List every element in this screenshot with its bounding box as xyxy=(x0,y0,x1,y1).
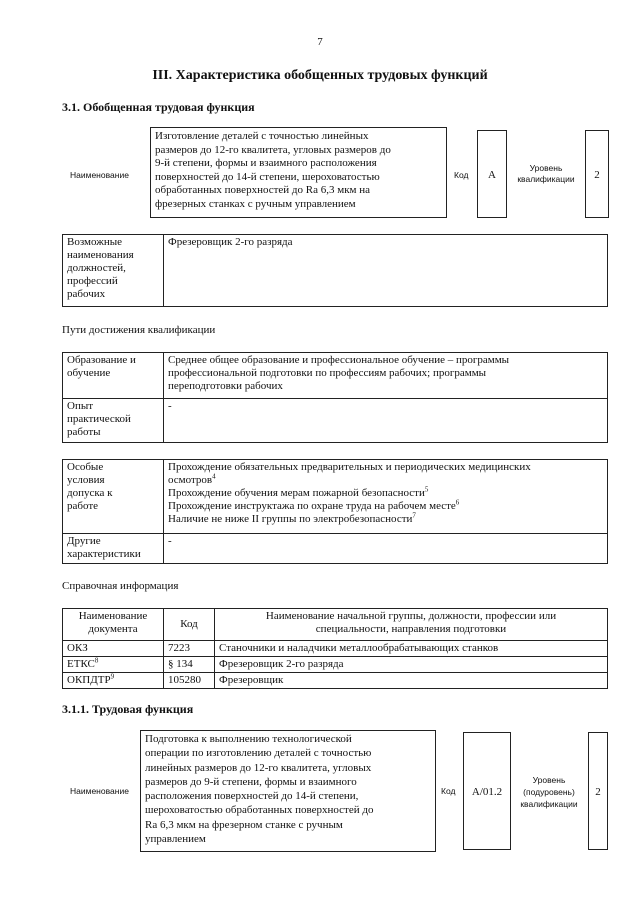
condition-item: Прохождение обязательных предварительных и периодических медицинских xyxy=(168,461,531,473)
experience-label xyxy=(63,399,164,443)
other-label-line: характеристики xyxy=(67,548,141,560)
education-line: Среднее общее образование и профессиональное обучение – программы xyxy=(168,354,510,366)
experience-value: - xyxy=(164,399,608,443)
gtf-level-label-line: Уровень xyxy=(529,163,563,173)
condition-item: Наличие не ниже II группы по электробезопасности$^7$ xyxy=(168,511,416,525)
gtf-level-label xyxy=(511,163,581,185)
tf-name-line: Подготовка к выполнению технологической xyxy=(145,733,352,745)
section-title: III. Характеристика обобщенных трудовых функций xyxy=(152,68,488,83)
positions-label-line: наименования xyxy=(67,249,134,261)
gtf-name-line: 9-й степени, формы и взаимного расположения xyxy=(155,157,377,170)
positions-value: Фрезеровщик 2-го разряда xyxy=(164,235,608,307)
conditions-value xyxy=(164,460,608,534)
positions-label-line: должностей, xyxy=(67,262,126,274)
tf-code-value: A/01.2 xyxy=(463,732,511,850)
gtf-name-line: размеров до 12-го квалитета, угловых размеров до xyxy=(155,143,391,156)
gtf-name-label: Наименование xyxy=(70,170,129,180)
tf-level-value: 2 xyxy=(588,732,608,850)
tf-name-label: Наименование xyxy=(70,786,129,796)
gtf-name-line: поверхностей до 14-й степени, шероховатостью xyxy=(155,170,380,183)
condition-item: Прохождение инструктажа по охране труда на рабочем месте$^6$ xyxy=(168,498,460,512)
tf-name-line: шероховатостью обработанных поверхностей до xyxy=(145,804,374,817)
experience-label-line: практической xyxy=(67,413,131,425)
gtf-code-label: Код xyxy=(454,170,469,180)
conditions-label xyxy=(63,460,164,534)
positions-label-line: рабочих xyxy=(67,288,106,300)
gtf-name-box xyxy=(150,127,447,218)
gtf-level-value: 2 xyxy=(585,130,609,218)
ref-name: Фрезеровщик 2-го разряда xyxy=(215,657,608,673)
tf-name-line: расположения поверхностей до 14-й степени, xyxy=(145,790,359,803)
tf-name-box xyxy=(140,730,436,852)
reference-table xyxy=(62,608,608,689)
education-label xyxy=(63,353,164,399)
ref-code: 7223 xyxy=(164,641,215,657)
gtf-name-line: фрезерных станках с ручным управлением xyxy=(155,197,356,210)
ref-name: Фрезеровщик xyxy=(215,673,608,689)
conditions-table xyxy=(62,459,608,564)
ref-doc: ЕТКС$^8$ xyxy=(63,657,164,673)
conditions-label-line: условия xyxy=(67,474,105,486)
tf-name-line: управлением xyxy=(145,833,206,846)
conditions-label-line: работе xyxy=(67,500,99,512)
education-label-line: обучение xyxy=(67,367,111,379)
tf-level-label-line: (подуровень) xyxy=(523,787,575,797)
tf-name-line: размеров до 9-й степени, формы и взаимного xyxy=(145,775,357,788)
conditions-label-line: Особые xyxy=(67,461,104,473)
education-value xyxy=(164,353,608,399)
tf-level-label-line: квалификации xyxy=(520,799,578,809)
other-label xyxy=(63,534,164,564)
paths-table xyxy=(62,352,608,443)
ref-header-code: Код xyxy=(164,609,215,641)
ref-doc: ОКЗ xyxy=(63,641,164,657)
tf-level-label xyxy=(512,774,586,810)
gtf-code-value: A xyxy=(477,130,507,218)
reference-heading: Справочная информация xyxy=(62,580,179,592)
positions-label-line: профессий xyxy=(67,275,118,287)
gtf-name-line: Изготовление деталей с точностью линейных xyxy=(155,130,369,142)
positions-table xyxy=(62,234,608,307)
education-line: профессиональной подготовки по профессиям рабочих; программы xyxy=(168,367,487,379)
gtf-level-label-line: квалификации xyxy=(517,174,575,184)
tf-name-line: Ra 6,3 мкм на фрезерном станке с ручным xyxy=(145,818,343,831)
tf-name-line: операции по изготовлению деталей с точностью xyxy=(145,747,372,760)
experience-label-line: Опыт xyxy=(67,400,94,412)
ref-header-doc: Наименование документа xyxy=(63,609,164,641)
ref-row xyxy=(63,641,608,657)
education-line: переподготовки рабочих xyxy=(168,380,283,392)
condition-item: Прохождение обучения мерам пожарной безопасности$^5$ xyxy=(168,485,429,499)
page-number: 7 xyxy=(317,36,323,48)
ref-row xyxy=(63,673,608,689)
ref-code: 105280 xyxy=(164,673,215,689)
positions-label xyxy=(63,235,164,307)
gtf-name-line: обработанных поверхностей до Ra 6,3 мкм на xyxy=(155,184,371,197)
tf-level-label-line: Уровень xyxy=(532,775,566,785)
other-label-line: Другие xyxy=(67,535,101,547)
ref-row xyxy=(63,657,608,673)
ref-doc: ОКПДТР$^9$ xyxy=(63,673,164,689)
tf-name-line: линейных размеров до 12-го квалитета, угловых xyxy=(145,761,372,774)
experience-label-line: работы xyxy=(67,426,101,438)
ref-code: § 134 xyxy=(164,657,215,673)
ref-header-name: Наименование начальной группы, должности, профессии или специальности, направления подготовки xyxy=(215,609,608,641)
ref-name: Станочники и наладчики металлообрабатывающих станков xyxy=(215,641,608,657)
paths-heading: Пути достижения квалификации xyxy=(62,324,216,336)
conditions-label-line: допуска к xyxy=(67,487,113,499)
tf-heading: 3.1.1. Трудовая функция xyxy=(62,702,194,716)
gtf-heading: 3.1. Обобщенная трудовая функция xyxy=(62,100,255,114)
condition-item: осмотров$^4$ xyxy=(168,472,216,486)
tf-code-label: Код xyxy=(441,786,456,796)
positions-label-line: Возможные xyxy=(67,236,122,248)
education-label-line: Образование и xyxy=(67,354,136,366)
other-value: - xyxy=(164,534,608,564)
